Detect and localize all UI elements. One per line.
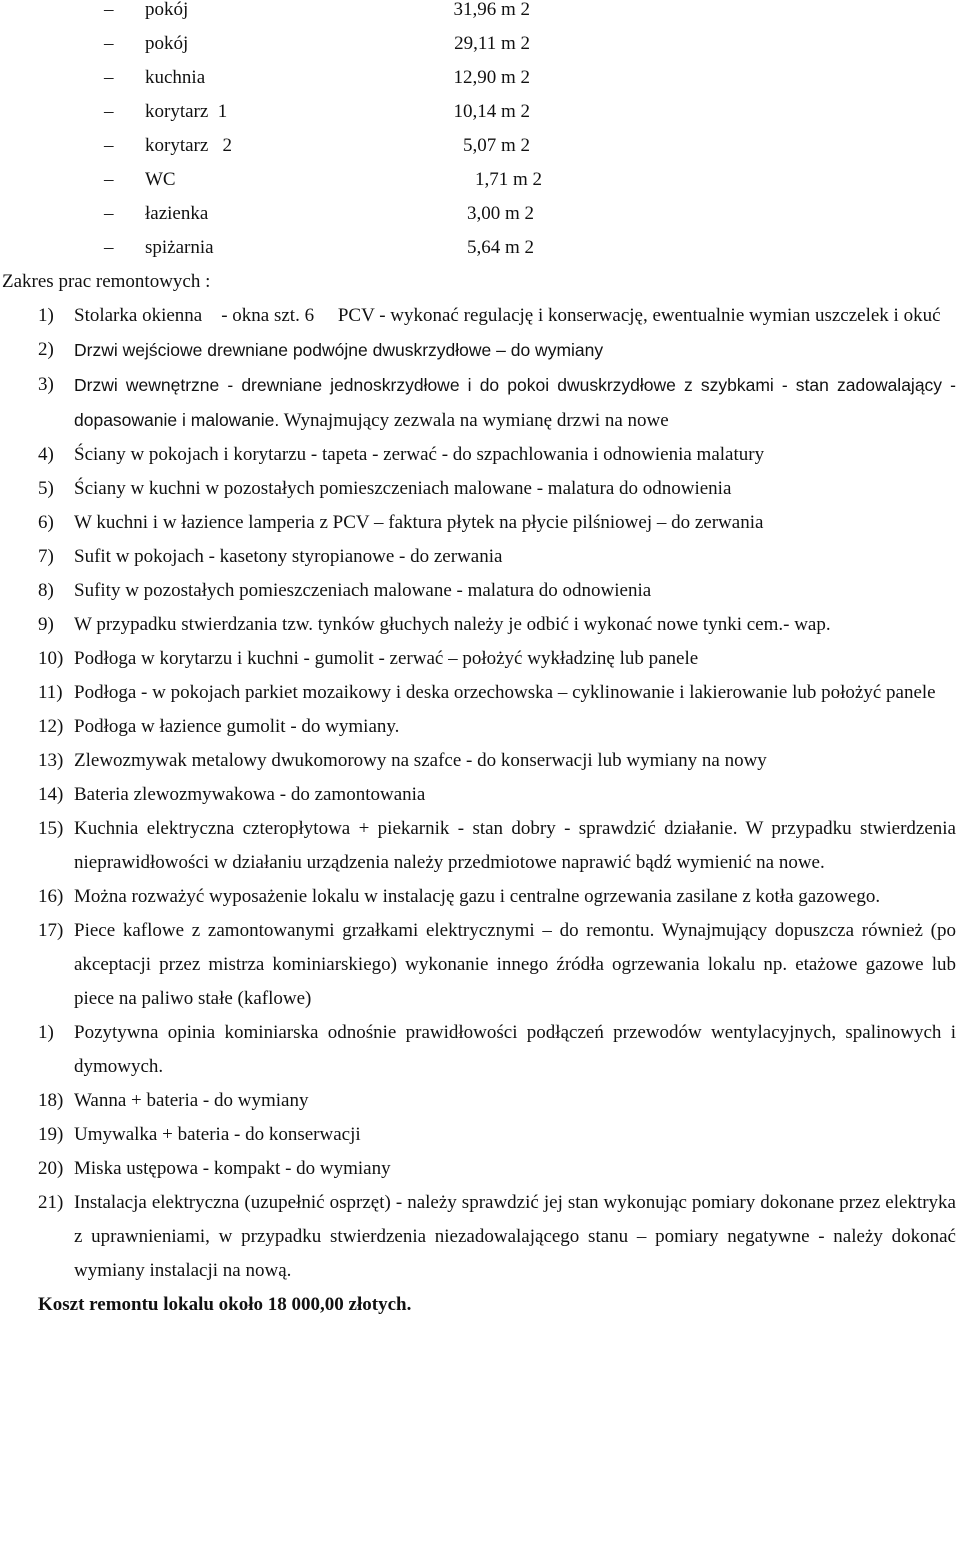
room-row [0,129,960,163]
item-text: Sufity w pozostałych pomieszczeniach malowane - malatura do odnowienia [74,580,652,601]
room-row [0,231,960,265]
item-text: W przypadku stwierdzania tzw. tynków głuchych należy je odbić i wykonać nowe tynki cem.- wap. [74,614,831,635]
item-text: Piece kaflowe z zamontowanymi grzałkami elektrycznymi – do remontu. Wynajmujący dopuszcza również (po akceptacji przez mistrza kominiarskiego) wykonanie innego źródła ogrzewania lokalu np. etażowe gazowe lub piece na paliwo stałe (kaflowe) [74,920,956,1009]
list-item [0,1118,960,1152]
dash-bullet: – [104,169,114,190]
item-text: Pozytywna opinia kominiarska odnośnie prawidłowości podłączeń przewodów wentylacyjnych, spalinowych i dymowych. [74,1022,956,1077]
item-text: Instalacja elektryczna (uzupełnić osprzęt) - należy sprawdzić jej stan wykonując pomiary dokonane przez elektryka z uprawnieniami, w przypadku stwierdzenia niezadowalającego stanu – pomiary negatywne - należy dokonać wymiany instalacji na nową. [74,1192,956,1281]
item-number: 3) [38,374,54,395]
room-area: 29,11 m 2 [454,33,530,54]
room-name: kuchnia [145,67,206,88]
room-name: pokój [145,33,189,54]
item-text-continued: - stan zadowalający - dopasowanie i malowanie. [74,375,957,430]
list-item [0,1152,960,1186]
item-number: 6) [38,512,54,533]
dash-bullet: – [104,33,114,54]
item-number: 15) [38,818,64,839]
item-number: 19) [38,1124,64,1145]
item-number: 20) [38,1158,64,1179]
item-number: 2) [38,339,54,360]
item-number: 17) [38,920,64,941]
dash-bullet: – [104,101,114,122]
item-text: Można rozważyć wyposażenie lokalu w instalację gazu i centralne ogrzewania zasilane z kotła gazowego. [74,886,881,907]
room-area: 5,07 m 2 [462,135,530,156]
item-number: 11) [38,682,63,703]
room-row [0,197,960,231]
item-number: 1) [38,1022,54,1043]
item-number: 18) [38,1090,64,1111]
list-item [0,574,960,608]
room-name: korytarz 2 [145,135,233,156]
item-text: Ściany w kuchni w pozostałych pomieszczeniach malowane - malatura do odnowienia [74,478,732,499]
dash-bullet: – [104,67,114,88]
item-text-note: Wynajmujący zezwala na wymianę drzwi na nowe [279,410,669,431]
item-text: Podłoga - w pokojach parkiet mozaikowy i deska orzechowska – cyklinowanie i lakierowanie lub położyć panele [74,682,936,703]
dash-bullet: – [104,237,114,258]
list-item [0,368,960,438]
work-list [0,299,960,1288]
list-item [0,1016,960,1084]
item-text: W kuchni i w łazience lamperia z PCV – faktura płytek na płycie pilśniowej – do zerwania [74,512,764,533]
list-item [0,914,960,1016]
room-name: korytarz 1 [145,101,228,122]
item-number: 16) [38,886,64,907]
room-area: 1,71 m 2 [474,169,542,190]
dash-bullet: – [104,135,114,156]
list-item [0,778,960,812]
item-text: Drzwi wejściowe drewniane podwójne dwuskrzydłowe – do wymiany [74,340,604,360]
item-number: 21) [38,1192,64,1213]
room-area: 12,90 m 2 [453,67,530,88]
scope-heading: Zakres prac remontowych : [2,271,211,292]
list-item [0,506,960,540]
item-number: 13) [38,750,64,771]
room-area: 3,00 m 2 [466,203,534,224]
list-item [0,608,960,642]
room-row [0,61,960,95]
room-row [0,163,960,197]
room-row [0,0,960,27]
room-name: pokój [145,0,189,20]
item-text: Drzwi wewnętrzne - drewniane jednoskrzydłowe i do pokoi dwuskrzydłowe z szybkami [74,375,774,395]
list-item [0,299,960,333]
item-text: Podłoga w korytarzu i kuchni - gumolit - zerwać – położyć wykładzinę lub panele [74,648,699,669]
list-item [0,438,960,472]
room-row [0,27,960,61]
list-item [0,1084,960,1118]
room-row [0,95,960,129]
item-text: Umywalka + bateria - do konserwacji [74,1124,361,1145]
item-number: 12) [38,716,64,737]
item-number: 1) [38,305,54,326]
item-text: Podłoga w łazience gumolit - do wymiany. [74,716,400,737]
item-text: Stolarka okienna - okna szt. 6 PCV - wykonać regulację i konserwację, ewentualnie wymian uszczelek i okuć [74,305,941,326]
item-number: 14) [38,784,64,805]
room-name: łazienka [145,203,209,224]
list-item [0,710,960,744]
room-name: spiżarnia [145,237,214,258]
dash-bullet: – [104,0,114,20]
list-item [0,880,960,914]
dash-bullet: – [104,203,114,224]
item-text: Zlewozmywak metalowy dwukomorowy na szafce - do konserwacji lub wymiany na nowy [74,750,767,771]
item-text: Bateria zlewozmywakowa - do zamontowania [74,784,426,805]
item-number: 7) [38,546,54,567]
item-number: 9) [38,614,54,635]
room-name: WC [145,169,176,190]
item-text: Miska ustępowa - kompakt - do wymiany [74,1158,391,1179]
item-number: 8) [38,580,54,601]
list-item [0,1186,960,1288]
room-list [0,0,960,265]
item-text: Sufit w pokojach - kasetony styropianowe - do zerwania [74,546,503,567]
list-item [0,744,960,778]
item-text: Kuchnia elektryczna czteropłytowa + piekarnik - stan dobry - sprawdzić działanie. W przypadku stwierdzenia nieprawidłowości w działaniu urządzenia należy przedmiotowe naprawić bądź wymienić na nowe. [74,818,956,873]
item-text: Wanna + bateria - do wymiany [74,1090,309,1111]
list-item [0,540,960,574]
item-number: 4) [38,444,54,465]
list-item [0,472,960,506]
list-item [0,333,960,368]
item-number: 10) [38,648,64,669]
total-cost: Koszt remontu lokalu około 18 000,00 złotych. [38,1294,412,1315]
room-area: 31,96 m 2 [453,0,530,20]
room-area: 5,64 m 2 [466,237,534,258]
list-item [0,642,960,676]
list-item [0,812,960,880]
item-number: 5) [38,478,54,499]
list-item [0,676,960,710]
room-area: 10,14 m 2 [453,101,530,122]
item-text: Ściany w pokojach i korytarzu - tapeta - zerwać - do szpachlowania i odnowienia malatury [74,444,765,465]
